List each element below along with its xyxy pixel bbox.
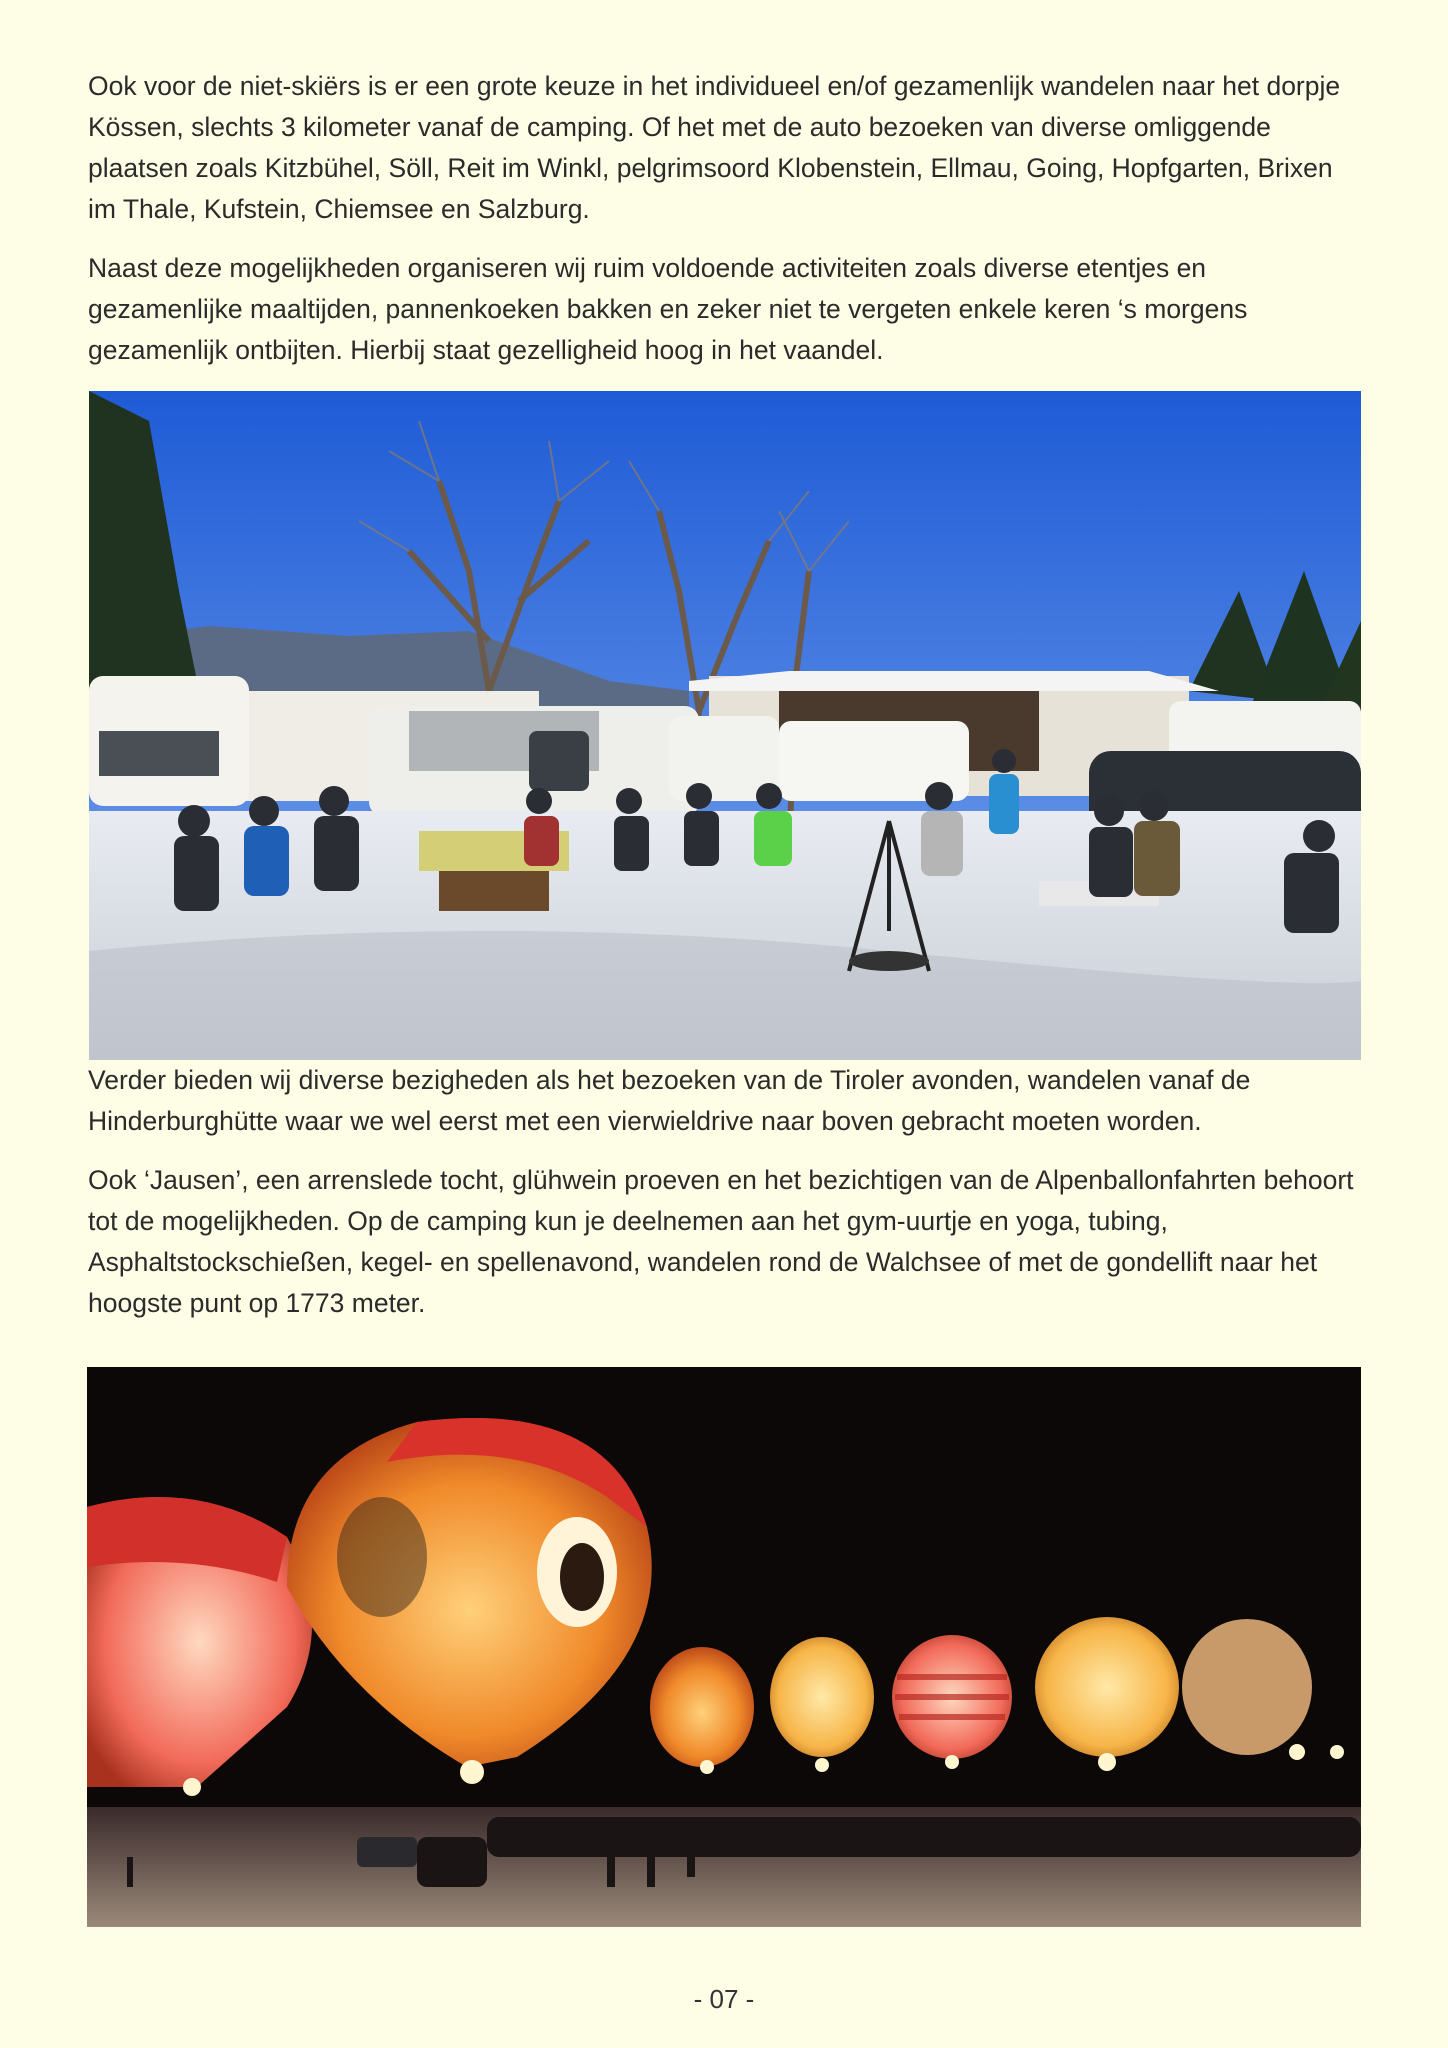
hot-air-balloons-night-photo: [87, 1367, 1361, 1927]
camping-winter-photo: [89, 391, 1361, 1060]
paragraph-activities: Naast deze mogelijkheden organiseren wij ruim voldoende activiteiten zoals diverse etentjes en gezamenlijke maaltijden, pannenkoeken bakken en zeker niet te vergeten enkele keren ‘s morgens gezamenlijk ontbijten. Hierbij staat gezelligheid hoog in het vaandel.: [88, 253, 1248, 365]
paragraph-more-activities: Ook ‘Jausen’, een arrenslede tocht, glühwein proeven en het bezichtigen van de Alpenballonfahrten behoort tot de mogelijkheden. Op de camping kun je deelnemen aan het gym-uurtje en yoga, tubing, Asphaltstockschießen, kegel- en spellenavond, wandelen rond de Walchsee of met de gondellift naar het hoogste punt op 1773 meter.: [88, 1165, 1354, 1318]
paragraph-tiroler-evenings: Verder bieden wij diverse bezigheden als het bezoeken van de Tiroler avonden, wandelen vanaf de Hinderburghütte waar we wel eerst met een vierwieldrive naar boven gebracht moeten worden.: [88, 1065, 1251, 1136]
page-number: - 07 -: [693, 1984, 755, 2014]
paragraph-walking-trips: Ook voor de niet-skiërs is er een grote keuze in het individueel en/of gezamenlijk wandelen naar het dorpje Kössen, slechts 3 kilometer vanaf de camping. Of het met de auto bezoeken van diverse omliggende plaatsen zoals Kitzbühel, Söll, Reit im Winkl, pelgrimsoord Klobenstein, Ellmau, Going, Hopfgarten, Brixen im Thale, Kufstein, Chiemsee en Salzburg.: [88, 71, 1341, 224]
camping-photo-illustration: [89, 391, 1361, 1060]
balloons-photo-illustration: [87, 1367, 1361, 1927]
